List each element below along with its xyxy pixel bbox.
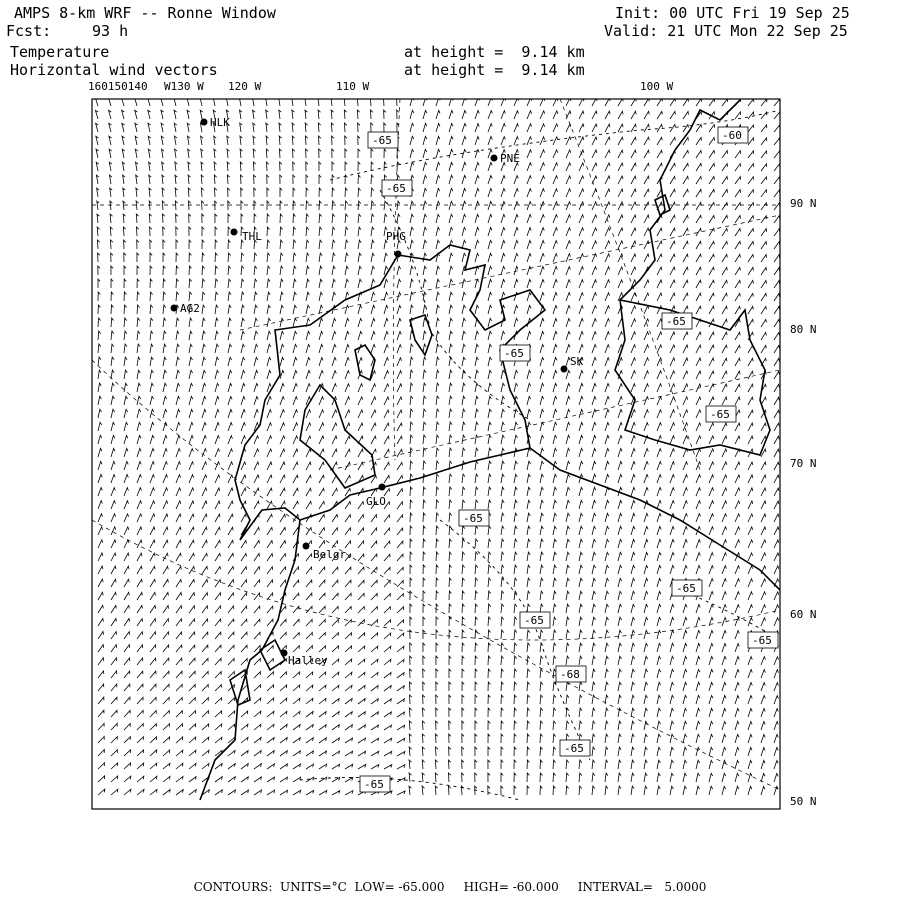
forecast-label: Fcst: [6,22,52,40]
contour-label [706,406,736,422]
contour-label [500,345,530,361]
svg-text:-65: -65 [372,134,392,147]
contour-label [718,127,748,143]
contour-label [672,580,702,596]
init-time: Init: 00 UTC Fri 19 Sep 25 [615,4,850,22]
station-marker [395,251,402,258]
field-temperature: Temperature [10,43,110,61]
station-label: THL [242,230,262,243]
map-title: AMPS 8-km WRF -- Ronne Window [14,4,276,22]
station-label: AG2 [180,302,200,315]
lat-label: 80 N [790,323,817,336]
contour-label [368,132,398,148]
station-marker [201,119,208,126]
field-wind-height: at height = 9.14 km [404,61,585,79]
contour-label [382,180,412,196]
contour-labels [360,127,778,792]
lat-label: 60 N [790,608,817,621]
field-temperature-height: at height = 9.14 km [404,43,585,61]
lon-label: 110 W [336,80,370,93]
station-label: PHG [386,230,406,243]
station-marker [171,305,178,312]
contour-label [520,612,550,628]
svg-text:-68: -68 [560,668,580,681]
contour-label [560,740,590,756]
contour-legend: CONTOURS: UNITS=°C LOW= -65.000 HIGH= -60.000 INTERVAL= 5.0000 [193,880,707,894]
station-marker [303,543,310,550]
contour-label [662,313,692,329]
station-marker [561,366,568,373]
lat-label: 90 N [790,197,817,210]
latitude-labels [790,197,817,808]
station-label: GLO [366,495,386,508]
svg-text:-65: -65 [504,347,524,360]
contour-label [556,666,586,682]
svg-text:-65: -65 [676,582,696,595]
lon-label: 100 W [640,80,674,93]
svg-text:-60: -60 [722,129,742,142]
station-marker [281,650,288,657]
station-label: HLK [210,116,230,129]
lat-label: 50 N [790,795,817,808]
station-label: Halley [288,654,328,667]
station-label: PNE [500,152,520,165]
svg-text:-65: -65 [463,512,483,525]
lon-label: 120 W [228,80,262,93]
station-marker [231,229,238,236]
valid-time: Valid: 21 UTC Mon 22 Sep 25 [604,22,848,40]
svg-text:-65: -65 [364,778,384,791]
svg-text:-65: -65 [710,408,730,421]
contour-label [748,632,778,648]
station-marker [379,484,386,491]
station-label: SK [570,355,584,368]
svg-text:-65: -65 [564,742,584,755]
stations [171,116,584,667]
longitude-labels [88,80,673,93]
lat-label: 70 N [790,457,817,470]
field-wind: Horizontal wind vectors [10,61,218,79]
forecast-hours: 93 h [92,22,129,40]
station-marker [491,155,498,162]
contour-label [459,510,489,526]
lon-label: 160150140 [88,80,148,93]
lon-label: W130 W [164,80,204,93]
svg-text:-65: -65 [524,614,544,627]
svg-text:-65: -65 [666,315,686,328]
contour-label [360,776,390,792]
svg-text:-65: -65 [386,182,406,195]
svg-text:-65: -65 [752,634,772,647]
station-label: Belgr. [313,548,353,561]
